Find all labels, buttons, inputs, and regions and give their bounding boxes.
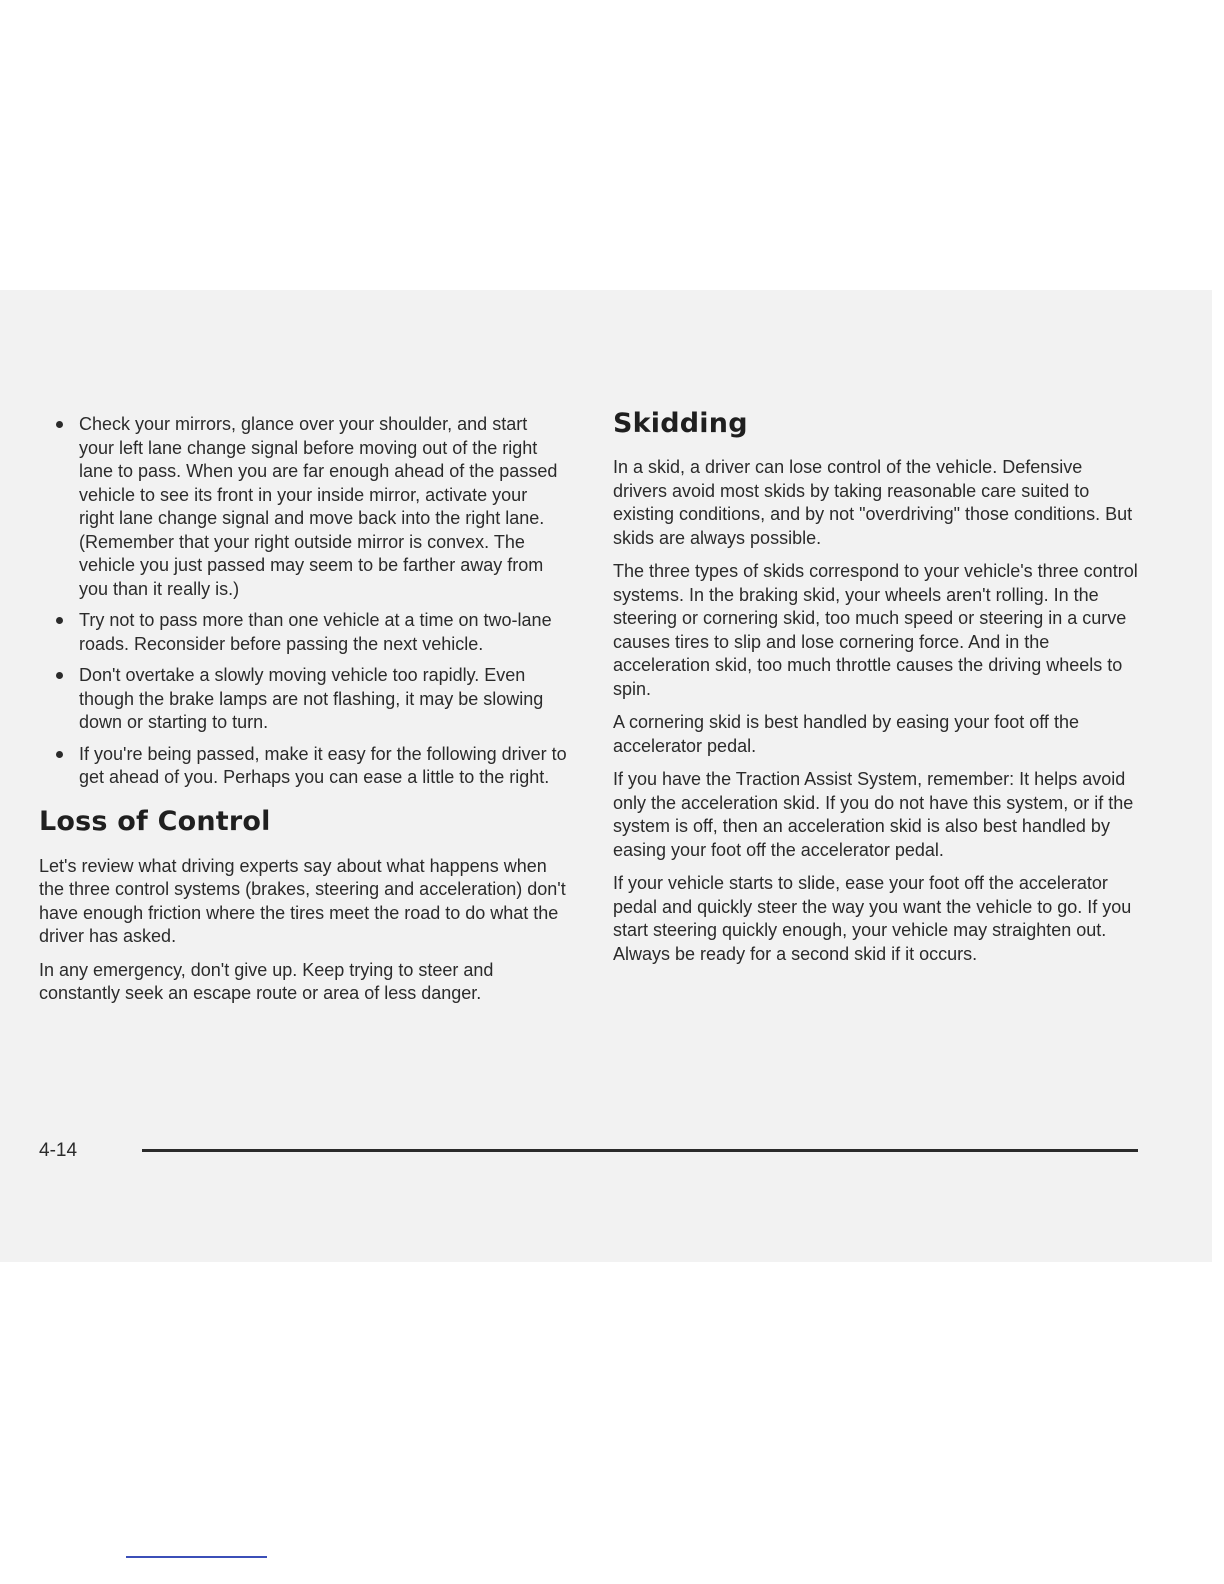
loss-of-control-heading: Loss of Control (39, 805, 271, 837)
page-number: 4-14 (39, 1140, 78, 1161)
skid-paragraph: In a skid, a driver can lose control of the vehicle. Defensive drivers avoid most skids by taking reasonable care suited to existing conditions, and by not "overdriving" those conditions. But skids are always possible. (613, 457, 1133, 548)
skid-paragraph: A cornering skid is best handled by easing your foot off the accelerator pedal. (613, 712, 1079, 756)
list-item (39, 743, 567, 790)
bullet-text: Try not to pass more than one vehicle at a time on two-lane roads. Reconsider before passing the next vehicle. (79, 610, 552, 654)
bottom-link-underline[interactable] (126, 1556, 267, 1558)
bullet-icon (56, 672, 63, 679)
bullet-icon (56, 751, 63, 758)
bullet-icon (56, 617, 63, 624)
bullet-icon (56, 421, 63, 428)
footer-rule (142, 1149, 1138, 1152)
passing-tips-list (39, 413, 567, 790)
bullet-text: Don't overtake a slowly moving vehicle too rapidly. Even though the brake lamps are not flashing, it may be slowing down or starting to turn. (79, 665, 544, 732)
bullet-text: Check your mirrors, glance over your shoulder, and start your left lane change signal before moving out of the right lane to pass. When you are far enough ahead of the passed vehicle to see its front in your inside mirror, activate your right lane change signal and move back into the right lane. (Remember that your right outside mirror is convex. The vehicle you just passed may seem to be farther away from you than it really is.) (79, 414, 558, 599)
list-item (39, 664, 567, 735)
loss-paragraph: In any emergency, don't give up. Keep trying to steer and constantly seek an escape route or area of less danger. (39, 959, 494, 1003)
left-column (39, 413, 567, 1016)
skid-paragraph: If your vehicle starts to slide, ease your foot off the accelerator pedal and quickly steer the way you want the vehicle to go. If you start steering quickly enough, your vehicle may straighten out. Always be ready for a second skid if it occurs. (613, 873, 1132, 964)
right-column (613, 408, 1141, 976)
loss-paragraph: Let's review what driving experts say about what happens when the three control systems (brakes, steering and acceleration) don't have enough friction where the tires meet the road to do what the driver has asked. (39, 855, 566, 946)
skid-paragraph: The three types of skids correspond to your vehicle's three control systems. In the braking skid, your wheels aren't rolling. In the steering or cornering skid, too much speed or steering in a curve causes tires to slip and lose cornering force. And in the acceleration skid, too much throttle causes the driving wheels to spin. (613, 561, 1138, 699)
list-item (39, 413, 567, 601)
bullet-text: If you're being passed, make it easy for the following driver to get ahead of you. Perhaps you can ease a little to the right. (79, 743, 567, 787)
list-item (39, 609, 567, 656)
skidding-heading: Skidding (613, 408, 748, 439)
skid-paragraph: If you have the Traction Assist System, remember: It helps avoid only the acceleration skid. If you do not have this system, or if the system is off, then an acceleration skid is also best handled by easing your foot off the accelerator pedal. (613, 769, 1134, 860)
